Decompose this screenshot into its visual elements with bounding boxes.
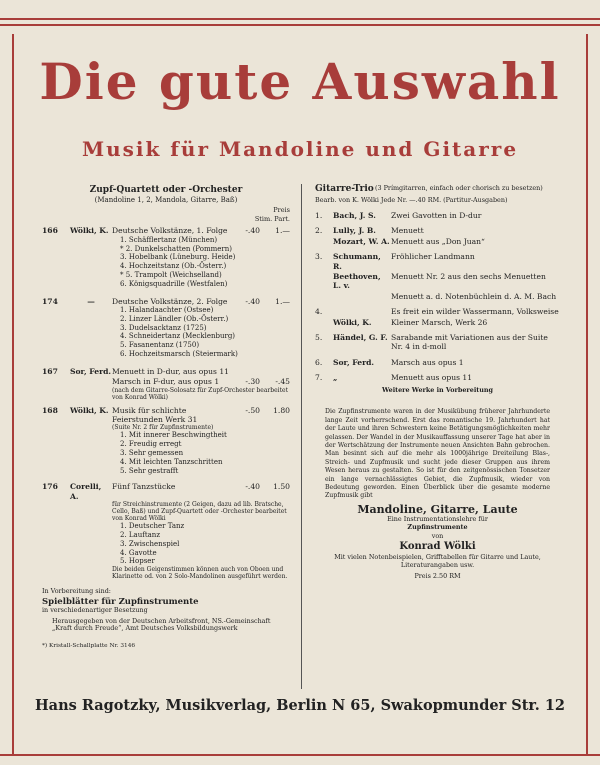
entry-price-part: -.45 xyxy=(275,377,290,387)
entry-work: Fröhlicher Landmann xyxy=(391,252,475,262)
list-item xyxy=(315,211,560,220)
list-item xyxy=(42,226,290,235)
entry-work: Fünf Tanzstücke xyxy=(112,482,176,492)
entry-number: 6. xyxy=(315,357,323,367)
entry-composer: Lully, J. B. xyxy=(333,226,376,236)
info-paragraph: Die Zupfinstrumente waren in der Musikübung früherer Jahrhunderte lange Zeit vorherrschend. Erst das romantische 19. Jahrhundert hat der Laute und ihren Schwestern keine Betätigungsmöglichkeiten mehr gelassen. Der Wandel in der Musikauffassung unserer Tage hat aber in der Wertschätzung der Instrumente neuen Ansichten Bahn gebrochen. Man besinnt sich auf die mehr als 1000jährige Dreiteilung Blas-, Streich- und Zupfmusik und sucht jede dieser Gruppen aus ihrem Wesen heraus zu gestalten. So ist für den zeitgenössischen Tonsetzer ein lange vernachlässigtes Gebiet, die Zupfmusik, wieder von Bedeutung geworden. Einen Überblick über die gesamte moderne Zupfmusik gibt xyxy=(325,408,550,500)
entry-work: Marsch aus opus 1 xyxy=(391,357,464,367)
trio-arrangement: Bearb. von K. Wölki Jede Nr. —.40 RM. (Partitur-Ausgaben) xyxy=(315,196,508,205)
list-item xyxy=(315,272,560,291)
entry-number: 168 xyxy=(42,405,58,415)
right-column xyxy=(315,185,560,580)
entry-number: 7. xyxy=(315,373,323,383)
list-item: 4. Schneidertanz (Mecklenburg) xyxy=(120,332,236,341)
book-subtitle-2: Zupfinstrumente xyxy=(407,522,468,531)
entry-work: Menuett aus „Don Juan“ xyxy=(391,236,485,246)
entry-price-stim: -.40 xyxy=(245,226,260,236)
entry-number: 2. xyxy=(315,226,323,236)
entry-note: (nach dem Gitarre-Solosatz für Zupf-Orchester bearbeitet von Konrad Wölki) xyxy=(112,386,288,401)
entry-work: Menuett a. d. Notenbüchlein d. A. M. Bach xyxy=(391,291,557,301)
entry-number: 176 xyxy=(42,482,58,492)
list-item xyxy=(42,406,290,425)
entry-price-stim: -.40 xyxy=(245,296,260,306)
list-item: 4. Mit leichten Tanzschritten xyxy=(120,457,223,466)
entry-number: 174 xyxy=(42,296,58,306)
page-subtitle: Musik für Mandoline und Gitarre xyxy=(81,137,519,161)
list-item: 2. Freudig erregt xyxy=(120,440,182,449)
list-item xyxy=(42,377,290,386)
entry-composer: Sor, Ferd. xyxy=(70,366,112,376)
entry-composer: Schumann, R. xyxy=(333,252,381,271)
entry-number xyxy=(315,272,333,291)
entry-work: Marsch in F-dur, aus opus 1 xyxy=(112,377,220,387)
list-item xyxy=(315,237,560,246)
entry-composer: — xyxy=(87,296,95,306)
book-von: von xyxy=(431,532,444,541)
entry-work: Zwei Gavotten in D-dur xyxy=(391,211,482,220)
list-item: * 2. Dunkelschatten (Pommern) xyxy=(120,244,232,253)
list-item: 1. Mit innerer Beschwingtheit xyxy=(120,431,227,440)
list-item: 5. Sehr gestrafft xyxy=(120,466,179,475)
list-item: 6. Königsquadrille (Westfalen) xyxy=(120,279,228,288)
section-title-quartet: Zupf-Quartett oder -Orchester xyxy=(89,185,243,195)
entry-composer: Wölki, K. xyxy=(333,317,372,327)
entry-number: 5. xyxy=(315,333,323,343)
entry-number xyxy=(315,292,333,301)
list-item xyxy=(315,373,560,382)
column-divider xyxy=(301,184,302,689)
entry-note: (Suite Nr. 2 für Zupfinstrumente) xyxy=(112,424,214,432)
entry-work: Es freit ein wilder Wassermann, Volksweise xyxy=(391,307,559,317)
prep-sub: in verschiedenartiger Besetzung xyxy=(42,606,148,615)
list-item: 5. Fasanentanz (1750) xyxy=(120,341,200,350)
list-item: 1. Schäfflertanz (München) xyxy=(120,235,218,244)
book-description: Mit vielen Notenbeispielen, Grifftabellen für Gitarre und Laute, Literaturangaben usw. xyxy=(334,553,541,569)
entry-composer xyxy=(333,307,391,316)
entry-price-stim: -.40 xyxy=(245,482,260,492)
entry-number: 1. xyxy=(315,211,323,220)
book-title: Mandoline, Gitarre, Laute xyxy=(357,502,518,516)
list-item xyxy=(315,333,560,352)
list-item: * 5. Trampolt (Weichselland) xyxy=(120,271,222,279)
list-item: 1. Halandaachter (Ostsee) xyxy=(120,306,214,314)
entry-number: 166 xyxy=(42,226,58,236)
footnote: *) Kristall-Schallplatte Nr. 3146 xyxy=(42,642,136,649)
entry-price-part: 1.— xyxy=(275,296,290,306)
list-item: 2. Lauftanz xyxy=(120,531,161,539)
entry-price-stim: -.50 xyxy=(245,405,260,415)
entry-composer xyxy=(333,292,391,301)
entry-work: Musik für schlichte Feierstunden Werk 31 xyxy=(112,405,198,424)
list-item: 4. Gavotte xyxy=(120,548,157,557)
entry-composer: Händel, G. F. xyxy=(333,333,388,343)
entry-number: 3. xyxy=(315,252,323,262)
entry-price-part: 1.80 xyxy=(273,405,290,415)
list-item xyxy=(315,292,560,301)
book-subtitle-1: Eine Instrumentationslehre für xyxy=(387,515,488,524)
list-item xyxy=(315,358,560,367)
entry-price-stim: -.30 xyxy=(245,377,260,387)
entry-work: Menuett in D-dur, aus opus 11 xyxy=(112,366,229,376)
book-author: Konrad Wölki xyxy=(399,540,476,552)
entry-price-part: 1.50 xyxy=(273,482,290,492)
entry-number xyxy=(315,237,333,246)
entry-work: Deutsche Volkstänze, 2. Folge xyxy=(112,296,228,306)
list-item xyxy=(315,318,560,327)
list-item: 2. Linzer Ländler (Ob.-Österr.) xyxy=(120,314,229,323)
entry-composer: Wölki, K. xyxy=(70,226,109,236)
book-price: Preis 2.50 RM xyxy=(414,571,461,580)
more-in-preparation: Weitere Werke in Vorbereitung xyxy=(381,385,494,394)
price-cols: Stim. Part. xyxy=(254,215,290,224)
entry-composer: Mozart, W. A. xyxy=(333,236,390,246)
section-title-trio: Gitarre-Trio xyxy=(315,184,374,194)
entry-work: Menuett xyxy=(391,226,424,236)
price-label: Preis xyxy=(273,206,290,215)
list-item: 4. Hochzeitstanz (Ob.-Österr.) xyxy=(120,262,227,271)
list-item: 3. Hobelbank (Lüneburg. Heide) xyxy=(120,253,236,262)
entry-composer: „ xyxy=(333,373,338,383)
list-item xyxy=(42,482,290,501)
prep-title: Spielblätter für Zupfinstrumente xyxy=(42,596,199,607)
entry-work: Deutsche Volkstänze, 1. Folge xyxy=(112,226,228,236)
entry-note: für Streichinstrumente (2 Geigen, dazu ad lib. Bratsche, Cello, Baß) und Zupf-Quartett oder -Orchester bearbeitet von Konrad Wölki xyxy=(112,501,287,523)
list-item: 3. Dudelsacktanz (1725) xyxy=(120,323,207,332)
list-item: 6. Hochzeitsmarsch (Steiermark) xyxy=(120,349,238,358)
entry-composer: Sor, Ferd. xyxy=(333,357,375,367)
list-item xyxy=(315,226,560,235)
entry-price-part: 1.— xyxy=(275,226,290,236)
entry-work: Menuett aus opus 11 xyxy=(391,373,473,383)
top-rule-2 xyxy=(0,24,600,26)
entry-work: Sarabande mit Variationen aus der Suite Nr. 4 in d-moll xyxy=(391,333,548,352)
prep-label: In Vorbereitung sind: xyxy=(42,587,111,596)
list-item: 3. Zwischenspiel xyxy=(120,539,180,548)
list-item: 1. Deutscher Tanz xyxy=(120,522,185,531)
trio-note: (3 Prímgitarren, einfach oder chorisch zu besetzen) xyxy=(375,184,543,192)
entry-composer: Corelli, A. xyxy=(70,482,102,501)
list-item xyxy=(42,297,290,306)
entry-composer: Beethoven, L. v. xyxy=(333,272,381,291)
instrumentation: (Mandoline 1, 2, Mandola, Gitarre, Baß) xyxy=(94,196,238,204)
left-column xyxy=(42,185,290,651)
prep-publisher: Herausgegeben von der Deutschen Arbeitsfront, NS.-Gemeinschaft „Kraft durch Freude“, Amt Deutsches Volksbildungswerk xyxy=(52,616,271,633)
entry-note: Die beiden Geigenstimmen können auch von Oboen und Klarinette od. von 2 Solo-Mandolinen ausgeführt werden. xyxy=(112,566,288,581)
entry-number xyxy=(315,318,333,327)
entry-work: Kleiner Marsch, Werk 26 xyxy=(391,317,488,327)
bottom-rule xyxy=(0,754,600,756)
entry-number: 167 xyxy=(42,366,58,376)
page-title: Die gute Auswahl xyxy=(39,52,561,111)
top-rule-1 xyxy=(0,18,600,20)
list-item: 3. Sehr gemessen xyxy=(120,449,184,457)
entry-composer: Bach, J. S. xyxy=(333,211,376,220)
list-item xyxy=(42,367,290,376)
entry-composer: Wölki, K. xyxy=(70,405,109,415)
list-item: 5. Hopser xyxy=(120,557,155,566)
list-item xyxy=(315,307,560,316)
entry-work: Menuett Nr. 2 aus den sechs Menuetten xyxy=(391,272,546,282)
entry-number: 4. xyxy=(315,307,323,317)
publisher-footer: Hans Ragotzky, Musikverlag, Berlin N 65, Swakopmunder Str. 12 xyxy=(34,697,566,714)
list-item xyxy=(315,252,560,271)
